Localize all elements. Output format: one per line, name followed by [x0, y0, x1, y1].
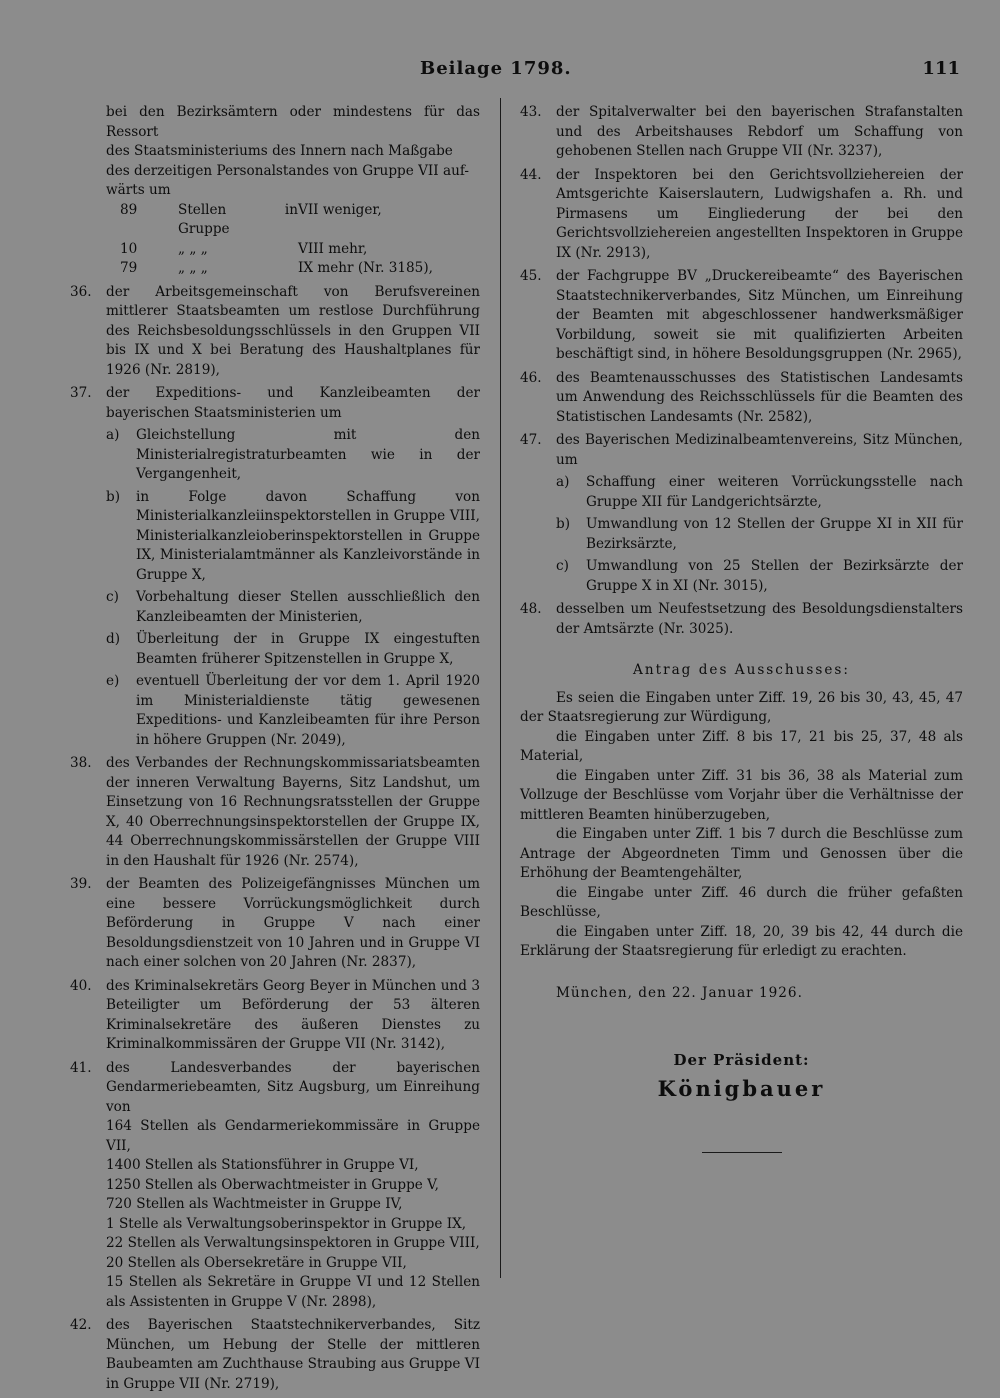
row-group: VIII mehr, [298, 240, 368, 257]
sub-text: Vorbehaltung dieser Stellen ausschließlich den Kanzleibeamten der Ministerien, [136, 589, 480, 625]
row-count: 10 [120, 240, 138, 257]
place-date: München, den 22. Januar 1926. [556, 984, 803, 1001]
row-label: Stellen in Gruppe [178, 201, 298, 237]
column-divider [500, 98, 501, 1278]
entry-text: der Fachgruppe BV „Druckereibeamte“ des Bayerischen Staatstechnikerverbandes, Sitz München, um Einreihung der Beamten mit abgeschlossener handwerksmäßiger Vorbildung, soweit sie mit qualifizierten Arbeiten beschäftigt sind, in höhere Besoldungsgruppen (Nr. 2965), [556, 268, 963, 362]
entry-number: 41. [70, 1059, 92, 1076]
entry-text: der Spitalverwalter bei den bayerischen Strafanstalten und des Arbeitshauses Rebdorf um Schaffung von gehobenen Stellen nach Gruppe VII (Nr. 3237), [556, 104, 963, 159]
president-name: Königbauer [657, 1075, 826, 1101]
group-row [106, 201, 480, 240]
sub-item-d [106, 630, 480, 669]
entry-number: 39. [70, 876, 92, 892]
page-header [0, 58, 1000, 86]
entry-text: des Kriminalsekretärs Georg Beyer in München und 3 Beteiligter um Beförderung der 53 älteren Kriminalsekretäre des äußeren Dienstes zu Kriminalkommissären der Gruppe VII (Nr. 3142), [106, 977, 480, 1052]
entry-text: der Inspektoren bei den Gerichtsvollziehereien der Amtsgerichte Kaiserslautern, Ludwigshafen a. Rh. und Pirmasens um Eingliederung der bei den Gerichtsvollziehereien angestellten Inspektoren in Gruppe IX (Nr. 2913), [556, 166, 963, 261]
sub-letter: e) [106, 673, 120, 689]
entry-47 [520, 431, 963, 596]
entry-text: der Expeditions- und Kanzleibeamten der bayerischen Staatsministerien um [106, 385, 480, 421]
entry-text: des Bayerischen Staatstechnikerverbandes, Sitz München, um Hebung der Stelle der mittleren Baubeamten am Zuchthause Straubing aus Gruppe VI in Gruppe VII (Nr. 2719), [106, 1317, 480, 1392]
motion-paragraph: die Eingaben unter Ziff. 18, 20, 39 bis 42, 44 durch die Erklärung der Staatsregierung für erledigt zu erachten. [520, 923, 963, 959]
motion-paragraph: die Eingaben unter Ziff. 8 bis 17, 21 bis 25, 37, 48 als Material, [520, 728, 963, 764]
entry-number: 46. [520, 369, 542, 386]
sub-item-b [556, 515, 963, 554]
motion-paragraph: Es seien die Eingaben unter Ziff. 19, 26 bis 30, 43, 45, 47 der Staatsregierung zur Würdigung, [520, 689, 963, 725]
entry-number: 45. [520, 268, 542, 284]
sub-text: Überleitung der in Gruppe IX eingestuften Beamten früherer Spitzenstellen in Gruppe X, [136, 631, 480, 667]
entry-number: 42. [70, 1317, 92, 1333]
row-count: 89 [120, 201, 138, 218]
sub-item-a [106, 426, 480, 485]
intro-line: bei den Bezirksämtern oder mindestens für das Ressort [106, 104, 480, 140]
motion-paragraph: die Eingaben unter Ziff. 1 bis 7 durch die Beschlüsse zum Antrage der Abgeordneten Timm und Genossen über die Erhöhung der Beamtengehälter, [520, 826, 963, 881]
sub-letter: d) [106, 631, 121, 647]
president-label: Der Präsident: [673, 1051, 810, 1069]
list-line: 164 Stellen als Gendarmeriekommissäre in Gruppe VII, [106, 1118, 480, 1154]
sub-letter: a) [556, 474, 570, 490]
entry-39 [70, 875, 480, 973]
motion-paragraph: die Eingabe unter Ziff. 46 durch die früher gefaßten Beschlüsse, [520, 884, 963, 920]
entry-number: 37. [70, 385, 92, 401]
committee-motion-heading: Antrag des Ausschusses: [633, 662, 850, 678]
entry-text: des Bayerischen Medizinalbeamtenvereins, Sitz München, um [556, 432, 963, 468]
list-line: 15 Stellen als Sekretäre in Gruppe VI und 12 Stellen als Assistenten in Gruppe V (Nr. 2898), [106, 1274, 480, 1310]
sub-item-a [556, 473, 963, 512]
list-line: 1250 Stellen als Oberwachtmeister in Gruppe V, [106, 1176, 439, 1193]
supplement-title: Beilage 1798. [420, 58, 572, 79]
page-number: 111 [922, 58, 960, 79]
entry-number: 38. [70, 755, 92, 771]
entry-41 [70, 1059, 480, 1313]
row-label: „ „ „ [178, 240, 208, 257]
entry-number: 44. [520, 166, 542, 183]
entry-number: 43. [520, 104, 542, 120]
entry-45 [520, 267, 963, 365]
sub-text: Umwandlung von 25 Stellen der Bezirksärzte der Gruppe X in XI (Nr. 3015), [586, 558, 963, 594]
list-line: 1400 Stellen als Stationsführer in Gruppe VI, [106, 1157, 419, 1173]
entry-text: desselben um Neufestsetzung des Besoldungsdienstalters der Amtsärzte (Nr. 3025). [556, 601, 963, 637]
entry-number: 47. [520, 432, 542, 448]
entry-text: der Beamten des Polizeigefängnisses München um eine bessere Vorrückungsmöglichkeit durch Beförderung in Gruppe V nach einer Besoldungsdienstzeit von 10 Jahren und in Gruppe VI nach einer solchen von 20 Jahren (Nr. 2837), [106, 876, 480, 970]
entry-38 [70, 754, 480, 871]
right-column [520, 103, 963, 1153]
sub-letter: c) [556, 558, 569, 574]
entry-text: des Verbandes der Rechnungskommissariatsbeamten der inneren Verwaltung Bayerns, Sitz Landshut, um Einsetzung von 16 Rechnungsratsstellen der Gruppe X, 40 Oberrechnungsinspektorstellen der Gruppe IX, 44 Oberrechnungskommissärstellen der Gruppe VIII in den Haushalt für 1926 (Nr. 2574), [106, 755, 480, 869]
sub-item-c [106, 588, 480, 627]
entry-43 [520, 103, 963, 162]
sub-text: in Folge davon Schaffung von Ministerialkanzleiinspektorstellen in Gruppe VIII, Ministerialkanzleioberinspektorstellen in Gruppe IX, Ministerialamtmänner als Kanzleivorstände in Gruppe X, [136, 488, 480, 583]
list-line: 22 Stellen als Verwaltungsinspektoren in Gruppe VIII, [106, 1235, 480, 1251]
entry-text: der Arbeitsgemeinschaft von Berufsvereinen mittlerer Staatsbeamten um restlose Durchführung des Reichsbesoldungsschlüssels in den Gruppen VII bis IX und X bei Beratung des Haushaltplanes für 1926 (Nr. 2819), [106, 283, 480, 378]
entry-42 [70, 1316, 480, 1394]
entry-40 [70, 977, 480, 1055]
entry-number: 48. [520, 601, 542, 617]
sub-text: Schaffung einer weiteren Vorrückungsstelle nach Gruppe XII für Landgerichtsärzte, [586, 474, 963, 510]
sub-letter: c) [106, 589, 119, 605]
entry-text: des Landesverbandes der bayerischen Gendarmeriebeamten, Sitz Augsburg, um Einreihung von [106, 1059, 480, 1115]
entry-48 [520, 600, 963, 639]
row-count: 79 [120, 260, 138, 276]
entry-number: 40. [70, 977, 92, 994]
entry-35-continuation [70, 103, 480, 279]
sub-letter: b) [556, 516, 571, 532]
sub-text: eventuell Überleitung der vor dem 1. April 1920 im Ministerialdienste tätig gewesenen Expeditions- und Kanzleibeamten für ihre Person in höhere Gruppen (Nr. 2049), [136, 673, 480, 748]
row-group: IX mehr (Nr. 3185), [298, 260, 433, 276]
entry-37 [70, 384, 480, 750]
sub-letter: a) [106, 427, 120, 443]
group-row [106, 240, 480, 260]
list-line: 20 Stellen als Obersekretäre in Gruppe VII, [106, 1254, 407, 1271]
entry-44 [520, 166, 963, 264]
motion-paragraph: die Eingaben unter Ziff. 31 bis 36, 38 als Material zum Vollzuge der Beschlüsse vom Vorjahr über die Verhältnisse der mittleren Beamten hinüberzugeben, [520, 767, 963, 823]
row-group: VII weniger, [298, 201, 382, 218]
intro-line: wärts um [106, 182, 171, 198]
entry-36 [70, 283, 480, 381]
sub-letter: b) [106, 488, 121, 505]
sub-item-c [556, 557, 963, 596]
sub-item-e [106, 672, 480, 750]
list-line: 1 Stelle als Verwaltungsoberinspektor in Gruppe IX, [106, 1215, 467, 1232]
closing-rule [702, 1152, 782, 1153]
list-line: 720 Stellen als Wachtmeister in Gruppe IV, [106, 1196, 403, 1212]
entry-text: des Beamtenausschusses des Statistischen Landesamts um Anwendung des Reichsschlüssels für die Beamten des Statistischen Landesamts (Nr. 2582), [556, 369, 963, 425]
sub-text: Umwandlung von 12 Stellen der Gruppe XI in XII für Bezirksärzte, [586, 516, 963, 552]
intro-line: des Staatsministeriums des Innern nach Maßgabe [106, 143, 453, 159]
left-column [70, 103, 480, 1398]
intro-line: des derzeitigen Personalstandes von Gruppe VII auf- [106, 162, 469, 179]
entry-46 [520, 369, 963, 428]
row-label: „ „ „ [178, 260, 208, 276]
sub-text: Gleichstellung mit den Ministerialregistraturbeamten wie in der Vergangenheit, [136, 427, 480, 482]
group-row [106, 259, 480, 279]
sub-item-b [106, 488, 480, 586]
entry-number: 36. [70, 283, 92, 300]
